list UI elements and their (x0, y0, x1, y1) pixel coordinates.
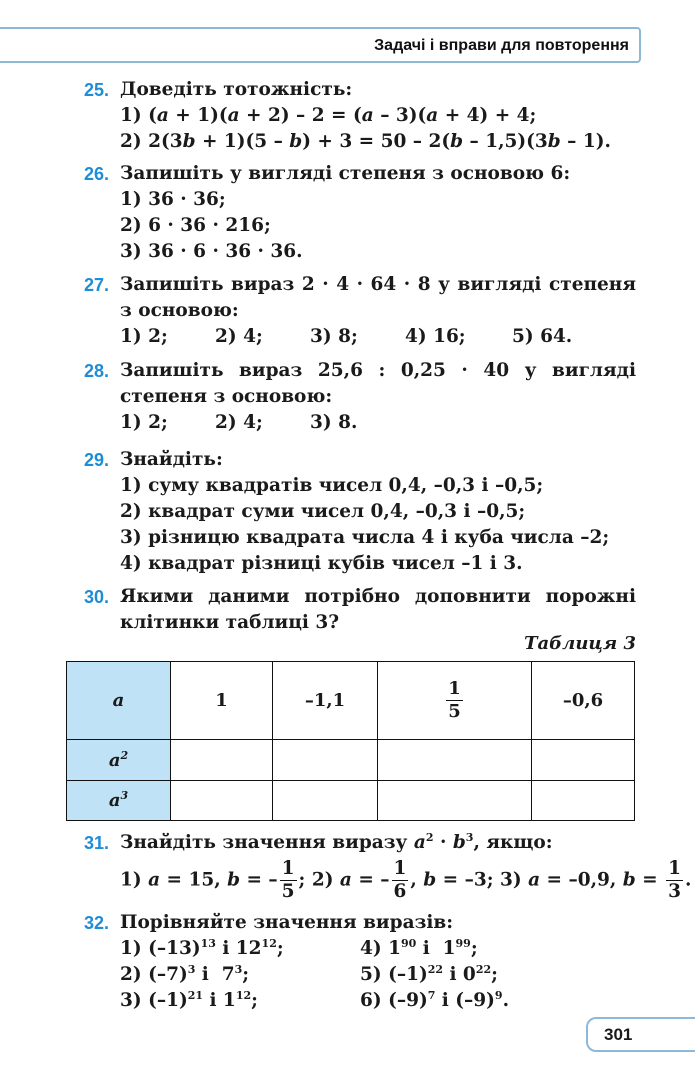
table-cell-empty (171, 740, 273, 780)
options-row (120, 410, 636, 436)
problem-number: 28. (84, 361, 110, 381)
list-item: 1) суму квадратів чисел 0,4, –0,3 і –0,5; (120, 475, 544, 496)
problem-statement: Знайдіть: (120, 449, 223, 470)
option: 5) 64. (512, 326, 573, 347)
table-cell: –0,6 (532, 662, 635, 740)
option: 1) 2; (120, 412, 168, 433)
problem-31 (84, 830, 692, 903)
list-item: 1) $(-13)^{13}$ і $12^{12}$; (120, 936, 284, 959)
problem-32 (84, 910, 636, 1014)
option: 3) 8; (310, 326, 358, 347)
problem-26 (84, 161, 636, 265)
list-item: 1) 36 · 36; (120, 189, 226, 210)
problem-statement: Знайдіть значення виразу $a^2 \cdot b^3$, якщо: (120, 830, 553, 853)
list-item: 3) різницю квадрата числа 4 і куба числа –2; (120, 527, 610, 548)
table-3 (66, 661, 635, 821)
list-item: 3) 36 · 6 · 36 · 36. (120, 241, 303, 262)
problem-25 (84, 77, 636, 155)
table-cell-fraction: $\frac{1}{5}$ (378, 662, 532, 740)
page-number: 301 (604, 1025, 633, 1044)
problem-number: 25. (84, 80, 110, 100)
table-header-a-squared: $a^2$ (67, 740, 171, 780)
list-item: 3) $(-1)^{21}$ і $1^{12}$; (120, 988, 258, 1011)
header-bar (0, 27, 641, 63)
table-cell-empty (273, 740, 378, 780)
problem-statement: Запишіть у вигляді степеня з основою 6: (120, 163, 571, 184)
list-item: 4) $1^{90}$ і $1^{99}$; (360, 936, 478, 959)
header-title: Задачі і вправи для повторення (374, 37, 629, 54)
table-cell-empty (171, 780, 273, 820)
page-number-box (586, 1017, 695, 1052)
problem-statement: Запишіть вираз 25,6 : 0,25 · 40 у вигляді степеня з основою: (120, 360, 636, 407)
list-item: 2) 6 · 36 · 216; (120, 215, 271, 236)
option: 2) 4; (215, 326, 263, 347)
problem-statement: Порівняйте значення виразів: (120, 912, 454, 933)
identity-2: 2) 2(3b + 1)(5 – b) + 3 = 50 – 2(b – 1,5)(3b – 1). (120, 131, 611, 152)
option: 4) 16; (405, 326, 466, 347)
problem-number: 31. (84, 833, 110, 853)
list-item: 4) квадрат різниці кубів чисел –1 і 3. (120, 553, 523, 574)
problem-27 (84, 272, 636, 350)
table-cell-empty (378, 780, 532, 820)
table-cell-empty (378, 740, 532, 780)
options-row (120, 324, 636, 350)
problem-number: 29. (84, 450, 110, 470)
problem-statement: Якими даними потрібно доповнити порожні клітинки таблиці 3? (120, 586, 636, 633)
problem-number: 30. (84, 587, 110, 607)
problem-29 (84, 447, 636, 577)
conditions: 1) a = 15, b = – $\frac{1}{5}$ ; 2) a = – $\frac{1}{6}$ , b = –3; 3) a = –0,9, b = $\frac{1}{3}$ . (120, 858, 692, 902)
problem-30 (84, 584, 636, 636)
table-cell-empty (273, 780, 378, 820)
option: 2) 4; (215, 412, 263, 433)
table-cell: –1,1 (273, 662, 378, 740)
problem-statement: Доведіть тотожність: (120, 79, 353, 100)
option: 1) 2; (120, 326, 168, 347)
table-cell: 1 (171, 662, 273, 740)
option: 3) 8. (310, 412, 358, 433)
identity-1: 1) (a + 1)(a + 2) – 2 = (a – 3)(a + 4) + 4; (120, 105, 537, 126)
table-cell-empty (532, 740, 635, 780)
list-item: 2) $(-7)^3$ і $7^3$; (120, 962, 250, 985)
list-item: 5) $(-1)^{22}$ і $0^{22}$; (360, 962, 498, 985)
problem-number: 26. (84, 164, 110, 184)
table-cell-empty (532, 780, 635, 820)
list-item: 6) $(-9)^7$ і $(-9)^9$. (360, 988, 510, 1011)
table-caption: Таблиця 3 (524, 633, 636, 654)
problem-number: 27. (84, 275, 110, 295)
problem-number: 32. (84, 913, 110, 933)
table-header-a: a (67, 662, 171, 740)
problem-28 (84, 358, 636, 436)
table-header-a-cubed: $a^3$ (67, 780, 171, 820)
list-item: 2) квадрат суми чисел 0,4, –0,3 і –0,5; (120, 501, 526, 522)
comparison-list (120, 936, 636, 1014)
problem-statement: Запишіть вираз 2 · 4 · 64 · 8 у вигляді степеня з основою: (120, 274, 636, 321)
